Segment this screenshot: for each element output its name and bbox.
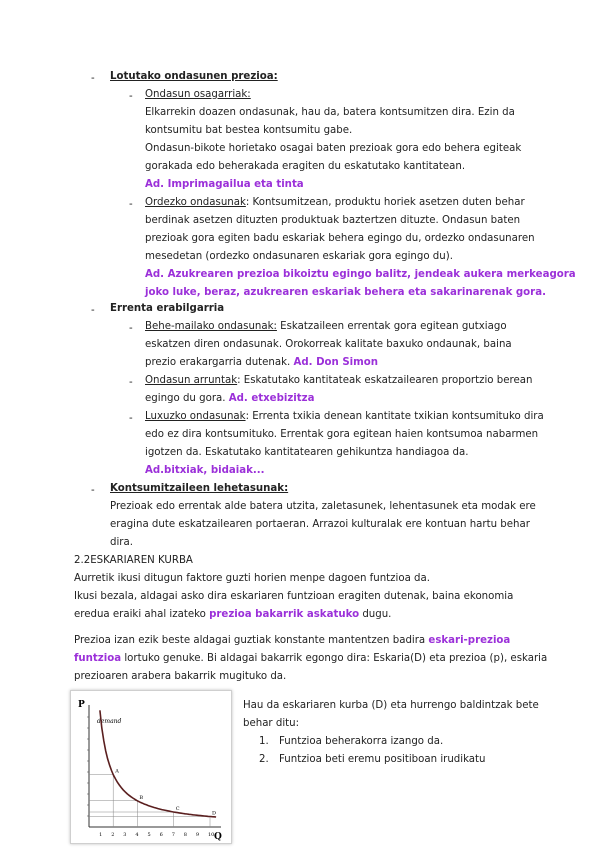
point-label: A xyxy=(115,768,119,775)
point-label: B xyxy=(139,794,144,801)
behe-line3 xyxy=(145,354,378,372)
side-text: Hau da eskariaren kurba (D) eta hurrengo baldintzak bete xyxy=(243,700,539,711)
bullet-dash: - xyxy=(129,413,133,424)
bullet-dash: - xyxy=(129,323,133,334)
x-tick-label: 10 xyxy=(208,832,215,838)
ordezko-text: berdinak asetzen dituzten produktuak baztertzen dituzte. Ondasun baten xyxy=(145,215,521,226)
behe-label: Behe-mailako ondasunak: xyxy=(145,321,277,332)
arrunt-label: Ondasun arruntak xyxy=(145,375,238,386)
ordezko-label: Ordezko ondasunak xyxy=(145,197,246,208)
x-tick-label: 1 xyxy=(99,832,103,838)
kurba-line3 xyxy=(74,606,391,624)
luxuzko-text: edo ez dira kontsumituko. Errentak gora egitean haien kontsumoa nabarmen xyxy=(145,429,539,440)
arrunt-line2 xyxy=(145,390,314,408)
kurba-text: Ikusi bezala, aldagai asko dira eskariaren funtzioan eragiten dutenak, baina ekonomia xyxy=(74,591,514,602)
arrunt-example: Ad. etxebizitza xyxy=(228,393,315,404)
numbered-item-num: 1. xyxy=(259,736,269,747)
section-title-lotutako: Lotutako ondasunen prezioa: xyxy=(110,71,278,82)
kurba-text: prezioaren arabera bakarrik mugituko da. xyxy=(74,671,287,682)
kurba-text: lortuko genuke. Bi aldagai bakarrik egongo dira: Eskaria(D) eta prezioa (p), eskaria xyxy=(121,653,548,664)
behe-text: eskatzen diren ondasunak. Orokorreak kalitate baxuko ondaunak, baina xyxy=(145,339,512,350)
x-tick-label: 2 xyxy=(111,832,115,838)
ordezko-example: joko luke, beraz, azukrearen eskariak behera eta sakarinarenak gora. xyxy=(145,287,546,298)
ordezko-line1 xyxy=(145,194,525,212)
x-tick-label: 3 xyxy=(123,832,127,838)
behe-text: prezio erakargarria dutenak. xyxy=(145,357,294,368)
y-axis-label: P xyxy=(78,700,85,710)
x-axis-label: Q xyxy=(214,832,222,842)
arrunt-text: : Eskatutako kantitateak eskatzailearen proportzio berean xyxy=(237,375,533,386)
behe-line1 xyxy=(145,318,507,336)
kontsumitzaile-text: Prezioak edo errentak alde batera utzita, zaletasunek, lehentasunek eta modak ere xyxy=(110,501,536,512)
bullet-dash: - xyxy=(91,305,95,316)
section-heading-kurba: 2.2ESKARIAREN KURBA xyxy=(74,555,193,566)
kurba-text: Aurretik ikusi ditugun faktore guzti horien menpe dagoen funtzioa da. xyxy=(74,573,431,584)
behe-text: Eskatzaileen errentak gora egitean gutxiago xyxy=(276,321,507,332)
point-label: C xyxy=(175,806,180,812)
kurba-highlight: funtzioa xyxy=(74,653,122,664)
x-tick-label: 4 xyxy=(135,832,139,838)
demand-curve-chart xyxy=(71,691,231,843)
kurba-text: Prezioa izan ezik beste aldagai guztiak konstante mantentzen badira xyxy=(74,635,429,646)
x-tick-label: 8 xyxy=(183,832,187,838)
luxuzko-text: igotzen da. Eskatutako kantitatearen gehikuntza handiagoa da. xyxy=(145,447,469,458)
kontsumitzaile-text: eragina dute eskatzailearen portaeran. Arrazoi kulturalak ere kontuan hartu behar xyxy=(110,519,530,530)
ordezko-example: Ad. Azukrearen prezioa bikoiztu egingo balitz, jendeak aukera merkeagora xyxy=(145,269,576,280)
arrunt-line1 xyxy=(145,372,532,390)
kontsumitzaile-text: dira. xyxy=(110,537,133,548)
bullet-dash: - xyxy=(129,91,133,102)
point-label: D xyxy=(212,810,217,817)
numbered-item-text: Funtzioa beti eremu positiboan irudikatu xyxy=(279,754,486,765)
section-title-errenta: Errenta erabilgarria xyxy=(110,303,225,314)
numbered-item-num: 2. xyxy=(259,754,269,765)
x-tick-label: 9 xyxy=(195,832,200,838)
kurba-text: eredua eraiki ahal izateko xyxy=(74,609,210,620)
luxuzko-text: : Errenta txikia denean kantitate txikian kontsumituko dira xyxy=(245,411,544,422)
osagarriak-text: gorakada edo beherakada eragiten du eskatutako kantitatean. xyxy=(145,161,466,172)
osagarriak-text: kontsumitu bat bestea kontsumitu gabe. xyxy=(145,125,353,136)
side-text: behar ditu: xyxy=(243,718,300,729)
kurba-p2-line2 xyxy=(74,650,547,668)
section-title-kontsumitzaile: Kontsumitzaileen lehetasunak: xyxy=(110,483,289,494)
ordezko-text: prezioak gora egiten badu eskariak behera egingo du, ordezko ondasunaren xyxy=(145,233,535,244)
arrunt-text: egingo du gora. xyxy=(145,393,229,404)
luxuzko-label: Luxuzko ondasunak xyxy=(145,411,246,422)
luxuzko-example: Ad.bitxiak, bidaiak... xyxy=(145,465,265,476)
kurba-text: dugu. xyxy=(359,609,392,620)
osagarriak-text: Elkarrekin doazen ondasunak, hau da, batera kontsumitzen dira. Ezin da xyxy=(145,107,515,118)
x-tick-label: 5 xyxy=(147,832,151,838)
bullet-dash: - xyxy=(129,377,133,388)
bullet-dash: - xyxy=(91,485,95,496)
kurba-highlight: prezioa bakarrik askatuko xyxy=(209,609,360,620)
x-tick-label: 7 xyxy=(171,832,175,838)
demand-curve-figure xyxy=(70,690,232,844)
ordezko-text: : Kontsumitzean, produktu horiek asetzen duten behar xyxy=(245,197,525,208)
ordezko-text: mesedetan (ordezko ondasunaren eskariak gora egingo du). xyxy=(145,251,453,262)
behe-example: Ad. Don Simon xyxy=(293,357,379,368)
bullet-dash: - xyxy=(129,199,133,210)
osagarriak-text: Ondasun-bikote horietako osagai baten prezioak gora edo behera egiteak xyxy=(145,143,522,154)
luxuzko-line1 xyxy=(145,408,544,426)
x-tick-label: 6 xyxy=(159,832,163,838)
osagarriak-label: Ondasun osagarriak: xyxy=(145,89,251,100)
kurba-highlight: eskari-prezioa xyxy=(428,635,511,646)
bullet-dash: - xyxy=(91,73,95,84)
numbered-item-text: Funtzioa beherakorra izango da. xyxy=(279,736,444,747)
curve-label: demand xyxy=(97,718,122,725)
osagarriak-example: Ad. Imprimagailua eta tinta xyxy=(145,179,304,190)
kurba-p2-line1 xyxy=(74,632,510,650)
